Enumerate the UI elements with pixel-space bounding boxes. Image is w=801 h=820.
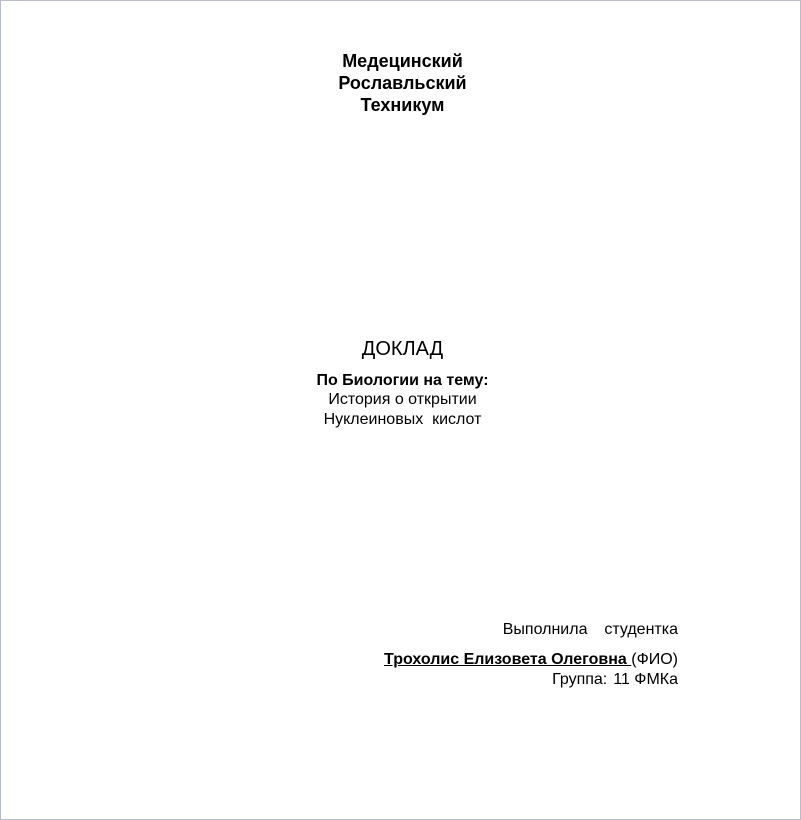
report-block — [1, 336, 801, 430]
group-label: Группа: — [552, 671, 608, 688]
student-name-suffix: (ФИО) — [631, 651, 678, 668]
report-title: ДОКЛАД — [361, 338, 444, 360]
group-line — [384, 670, 678, 689]
institution-line-1: Медецинский — [342, 51, 463, 71]
performed-by-label: Выполнила студентка — [502, 621, 678, 638]
student-name-line — [384, 649, 678, 670]
author-block — [384, 620, 678, 689]
institution-line-3: Техникум — [360, 95, 445, 115]
student-name: Трохолис Елизовета Олеговна — [384, 651, 632, 668]
institution-heading — [1, 50, 801, 116]
report-topic-line-2: Нуклеиновых кислот — [323, 411, 482, 428]
report-subject: По Биологии на тему: — [316, 372, 489, 389]
report-topic-line-1: История о открытии — [328, 391, 477, 408]
institution-line-2: Рославльский — [338, 73, 467, 93]
group-value: 11 ФМКа — [613, 671, 678, 688]
